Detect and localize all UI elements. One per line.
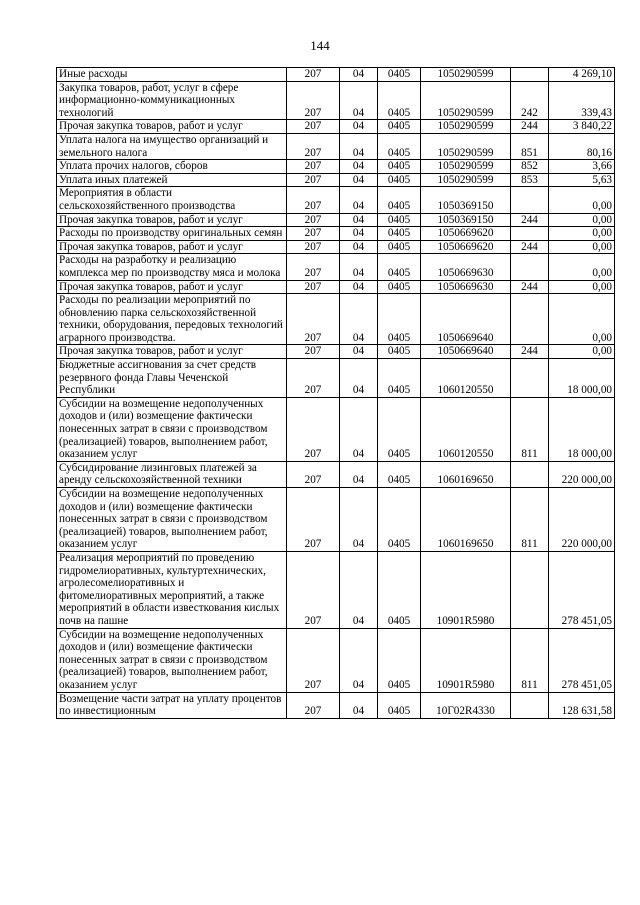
grbs-code-cell: 207 [287,294,340,345]
expense-type-cell: 853 [511,173,549,187]
expense-name-cell: Субсидии на возмещение недополученных доходов и (или) возмещение фактически понесенных затрат в связи с производством (реализацией) товаров, выполнением работ, оказанием услуг [57,628,287,692]
amount-cell: 3,66 [549,160,615,174]
amount-cell: 278 451,05 [549,551,615,628]
expense-type-cell: 244 [511,240,549,254]
grbs-code-cell: 207 [287,81,340,120]
subsection-code-cell: 0405 [378,240,421,254]
amount-cell: 0,00 [549,280,615,294]
target-article-cell: 1050290599 [421,68,511,82]
expense-name-cell: Бюджетные ассигнования за счет средств резервного фонда Главы Чеченской Республики [57,359,287,398]
expense-type-cell: 244 [511,213,549,227]
table-row [57,120,615,134]
section-code-cell: 04 [340,213,378,227]
section-code-cell: 04 [340,227,378,241]
table-row [57,240,615,254]
section-code-cell: 04 [340,173,378,187]
expense-type-cell: 811 [511,397,549,461]
section-code-cell: 04 [340,692,378,718]
expense-name-cell: Мероприятия в области сельскохозяйственного производства [57,187,287,213]
expense-name-cell: Прочая закупка товаров, работ и услуг [57,213,287,227]
expense-type-cell [511,254,549,280]
amount-cell: 0,00 [549,240,615,254]
grbs-code-cell: 207 [287,173,340,187]
expense-type-cell [511,359,549,398]
section-code-cell: 04 [340,120,378,134]
section-code-cell: 04 [340,345,378,359]
expense-name-cell: Прочая закупка товаров, работ и услуг [57,345,287,359]
grbs-code-cell: 207 [287,120,340,134]
target-article-cell: 1060169650 [421,488,511,552]
section-code-cell: 04 [340,294,378,345]
section-code-cell: 04 [340,397,378,461]
budget-table-body [57,68,615,719]
table-row [57,173,615,187]
expense-type-cell [511,294,549,345]
amount-cell: 4 269,10 [549,68,615,82]
expense-name-cell: Иные расходы [57,68,287,82]
subsection-code-cell: 0405 [378,628,421,692]
amount-cell: 0,00 [549,345,615,359]
expense-type-cell [511,187,549,213]
amount-cell: 0,00 [549,213,615,227]
grbs-code-cell: 207 [287,488,340,552]
section-code-cell: 04 [340,628,378,692]
subsection-code-cell: 0405 [378,551,421,628]
target-article-cell: 1060120550 [421,359,511,398]
section-code-cell: 04 [340,461,378,487]
page-number: 144 [310,38,330,53]
grbs-code-cell: 207 [287,628,340,692]
table-row [57,345,615,359]
subsection-code-cell: 0405 [378,227,421,241]
subsection-code-cell: 0405 [378,213,421,227]
target-article-cell: 10901R5980 [421,628,511,692]
expense-type-cell [511,461,549,487]
target-article-cell: 10901R5980 [421,551,511,628]
subsection-code-cell: 0405 [378,254,421,280]
table-row [57,397,615,461]
amount-cell: 278 451,05 [549,628,615,692]
table-row [57,280,615,294]
expense-type-cell: 242 [511,81,549,120]
expense-type-cell [511,68,549,82]
table-row [57,461,615,487]
table-row [57,488,615,552]
grbs-code-cell: 207 [287,692,340,718]
table-row [57,359,615,398]
target-article-cell: 1050669620 [421,227,511,241]
grbs-code-cell: 207 [287,213,340,227]
table-row [57,692,615,718]
target-article-cell: 1050669630 [421,280,511,294]
target-article-cell: 1050369150 [421,213,511,227]
target-article-cell: 1060169650 [421,461,511,487]
expense-name-cell: Субсидии на возмещение недополученных доходов и (или) возмещение фактически понесенных затрат в связи с производством (реализацией) товаров, выполнением работ, оказанием услуг [57,488,287,552]
section-code-cell: 04 [340,488,378,552]
subsection-code-cell: 0405 [378,345,421,359]
expense-name-cell: Прочая закупка товаров, работ и услуг [57,280,287,294]
target-article-cell: 1050369150 [421,187,511,213]
amount-cell: 128 631,58 [549,692,615,718]
section-code-cell: 04 [340,280,378,294]
section-code-cell: 04 [340,81,378,120]
grbs-code-cell: 207 [287,187,340,213]
expense-name-cell: Прочая закупка товаров, работ и услуг [57,120,287,134]
table-row [57,254,615,280]
subsection-code-cell: 0405 [378,294,421,345]
amount-cell: 0,00 [549,187,615,213]
grbs-code-cell: 207 [287,461,340,487]
amount-cell: 0,00 [549,294,615,345]
grbs-code-cell: 207 [287,240,340,254]
section-code-cell: 04 [340,254,378,280]
table-row [57,187,615,213]
expense-name-cell: Расходы по производству оригинальных семян [57,227,287,241]
subsection-code-cell: 0405 [378,488,421,552]
amount-cell: 220 000,00 [549,488,615,552]
section-code-cell: 04 [340,68,378,82]
subsection-code-cell: 0405 [378,397,421,461]
subsection-code-cell: 0405 [378,359,421,398]
expense-name-cell: Возмещение части затрат на уплату процентов по инвестиционным [57,692,287,718]
expense-name-cell: Прочая закупка товаров, работ и услуг [57,240,287,254]
target-article-cell: 1050669630 [421,254,511,280]
subsection-code-cell: 0405 [378,133,421,159]
amount-cell: 0,00 [549,227,615,241]
expense-name-cell: Расходы по реализации мероприятий по обновлению парка сельскохозяйственной техники, оборудования, передовых технологий аграрного производства. [57,294,287,345]
subsection-code-cell: 0405 [378,160,421,174]
subsection-code-cell: 0405 [378,173,421,187]
expense-type-cell: 811 [511,628,549,692]
subsection-code-cell: 0405 [378,461,421,487]
table-row [57,68,615,82]
amount-cell: 3 840,22 [549,120,615,134]
table-row [57,160,615,174]
expense-type-cell: 851 [511,133,549,159]
expense-name-cell: Расходы на разработку и реализацию комплекса мер по производству мяса и молока [57,254,287,280]
table-row [57,81,615,120]
section-code-cell: 04 [340,160,378,174]
grbs-code-cell: 207 [287,68,340,82]
expense-name-cell: Субсидии на возмещение недополученных доходов и (или) возмещение фактически понесенных затрат в связи с производством (реализацией) товаров, выполнением работ, оказанием услуг [57,397,287,461]
grbs-code-cell: 207 [287,345,340,359]
subsection-code-cell: 0405 [378,280,421,294]
grbs-code-cell: 207 [287,227,340,241]
section-code-cell: 04 [340,187,378,213]
expense-type-cell: 244 [511,120,549,134]
amount-cell: 18 000,00 [549,359,615,398]
table-row [57,213,615,227]
expense-type-cell: 852 [511,160,549,174]
amount-cell: 18 000,00 [549,397,615,461]
expense-type-cell [511,551,549,628]
subsection-code-cell: 0405 [378,692,421,718]
table-row [57,551,615,628]
subsection-code-cell: 0405 [378,68,421,82]
section-code-cell: 04 [340,240,378,254]
expense-type-cell: 244 [511,345,549,359]
table-row [57,294,615,345]
table-row [57,628,615,692]
grbs-code-cell: 207 [287,551,340,628]
target-article-cell: 10Г02R4330 [421,692,511,718]
section-code-cell: 04 [340,133,378,159]
subsection-code-cell: 0405 [378,187,421,213]
amount-cell: 0,00 [549,254,615,280]
expense-name-cell: Уплата налога на имущество организаций и земельного налога [57,133,287,159]
expense-name-cell: Закупка товаров, работ, услуг в сфере информационно-коммуникационных технологий [57,81,287,120]
subsection-code-cell: 0405 [378,81,421,120]
target-article-cell: 1050290599 [421,81,511,120]
expense-type-cell [511,692,549,718]
expense-type-cell: 244 [511,280,549,294]
section-code-cell: 04 [340,551,378,628]
expense-type-cell [511,227,549,241]
expense-name-cell: Уплата прочих налогов, сборов [57,160,287,174]
amount-cell: 5,63 [549,173,615,187]
table-row [57,133,615,159]
budget-table [56,67,615,719]
target-article-cell: 1050669640 [421,345,511,359]
target-article-cell: 1050290599 [421,120,511,134]
expense-type-cell: 811 [511,488,549,552]
subsection-code-cell: 0405 [378,120,421,134]
grbs-code-cell: 207 [287,397,340,461]
grbs-code-cell: 207 [287,160,340,174]
grbs-code-cell: 207 [287,280,340,294]
expense-name-cell: Уплата иных платежей [57,173,287,187]
section-code-cell: 04 [340,359,378,398]
target-article-cell: 1050290599 [421,173,511,187]
expense-name-cell: Субсидирование лизинговых платежей за аренду сельскохозяйственной техники [57,461,287,487]
grbs-code-cell: 207 [287,254,340,280]
amount-cell: 220 000,00 [549,461,615,487]
amount-cell: 339,43 [549,81,615,120]
grbs-code-cell: 207 [287,133,340,159]
target-article-cell: 1050669620 [421,240,511,254]
target-article-cell: 1050290599 [421,160,511,174]
target-article-cell: 1050669640 [421,294,511,345]
target-article-cell: 1050290599 [421,133,511,159]
amount-cell: 80,16 [549,133,615,159]
grbs-code-cell: 207 [287,359,340,398]
target-article-cell: 1060120550 [421,397,511,461]
table-row [57,227,615,241]
expense-name-cell: Реализация мероприятий по проведению гидромелиоративных, культуртехнических, агролесомелиоративных и фитомелиоративных мероприятий, а также мероприятий в области известкования кислых почв на пашне [57,551,287,628]
